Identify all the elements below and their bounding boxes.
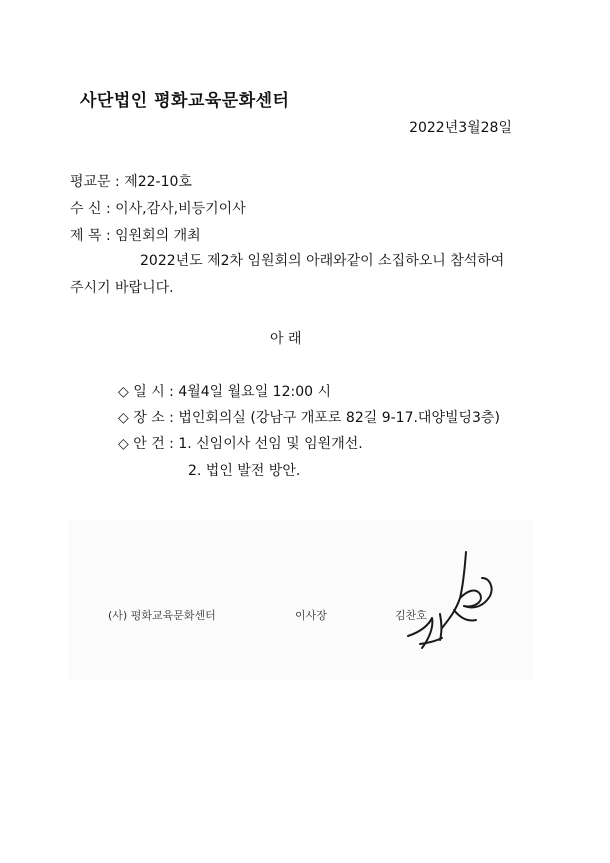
signature-name: 김찬호 — [395, 609, 427, 622]
agenda-item-location: ◇ 장 소 : 법인회의실 (강남구 개포로 82길 9-17.대양빌딩3층) — [118, 410, 500, 426]
below-heading: 아 래 — [270, 331, 302, 347]
document-date: 2022년3월28일 — [409, 120, 512, 136]
agenda-item-datetime: ◇ 일 시 : 4월4일 월요일 12:00 시 — [118, 384, 331, 400]
handwritten-signature-image — [398, 548, 498, 658]
signature-title: 이사장 — [295, 609, 327, 622]
agenda-item-topics: ◇ 안 건 : 1. 신임이사 선임 및 임원개선. — [118, 436, 363, 452]
body-text-line-1: 2022년도 제2차 임원회의 아래와같이 소집하오니 참석하여 — [140, 253, 505, 269]
subject-field: 제 목 : 임원회의 개최 — [70, 228, 201, 244]
doc-number-field: 평교문 : 제22-10호 — [70, 174, 192, 190]
recipient-field: 수 신 : 이사,감사,비등기이사 — [70, 201, 246, 217]
agenda-item-topics-continued: 2. 법인 발전 방안. — [188, 463, 301, 479]
body-text-line-2: 주시기 바랍니다. — [70, 280, 174, 296]
organization-title: 사단법인 평화교육문화센터 — [80, 91, 290, 111]
signature-organization: (사) 평화교육문화센터 — [108, 609, 216, 622]
